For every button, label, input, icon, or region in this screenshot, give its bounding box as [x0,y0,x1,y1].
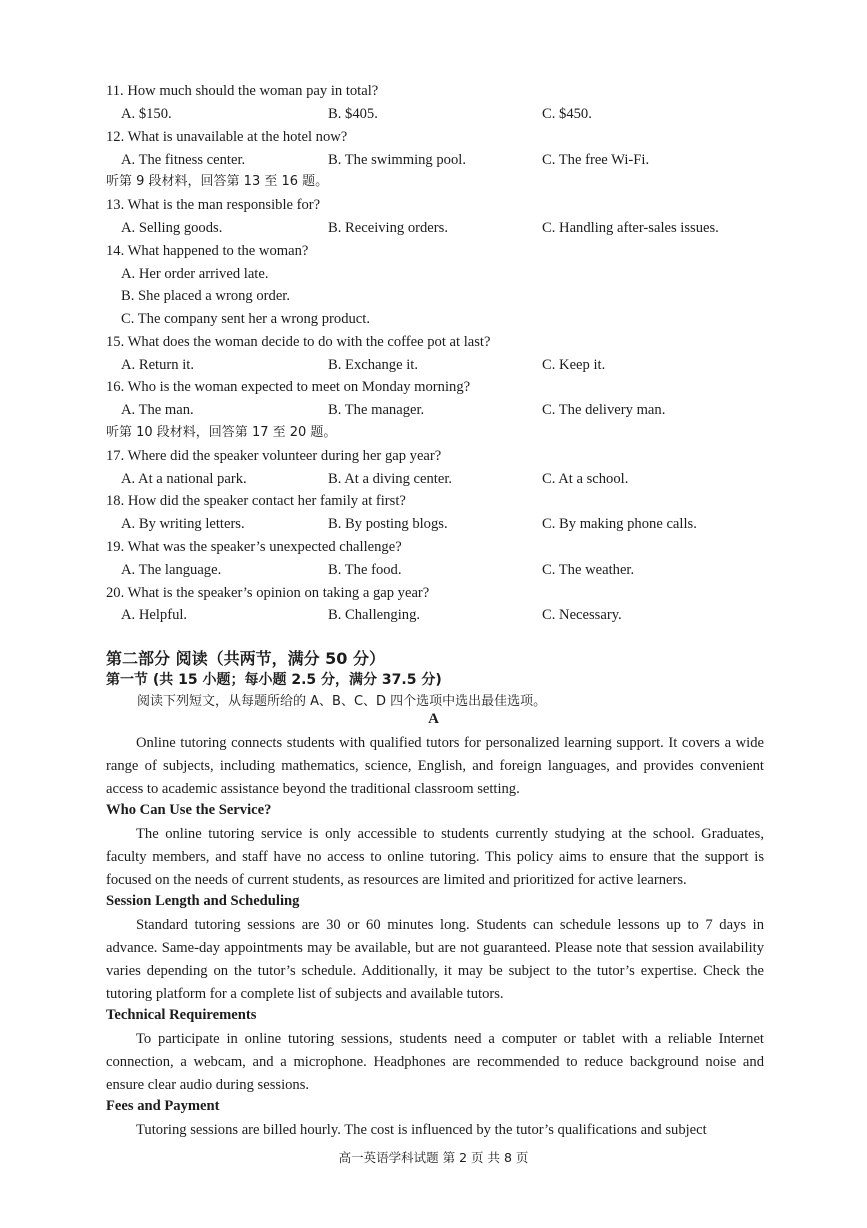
question-14-option-b: B. She placed a wrong order. [121,288,290,304]
question-15-option-a: A. Return it. [121,357,194,373]
question-18-option-b: B. By posting blogs. [328,516,448,532]
question-15-option-c: C. Keep it. [542,357,606,373]
question-12-stem: 12. What is unavailable at the hotel now? [106,129,348,145]
question-16-stem: 16. Who is the woman expected to meet on Monday morning? [106,379,471,395]
question-15-option-b: B. Exchange it. [328,357,418,373]
part2-section1-title: 第一节 (共 15 小题；每小题 2.5 分，满分 37.5 分) [106,672,442,688]
question-20-stem: 20. What is the speaker’s opinion on taking a gap year? [106,585,430,601]
question-13-option-a: A. Selling goods. [121,220,223,236]
question-19-option-c: C. The weather. [542,562,635,578]
question-17-option-a: A. At a national park. [121,471,247,487]
part2-instruction: 阅读下列短文，从每题所给的 A、B、C、D 四个选项中选出最佳选项。 [137,694,547,709]
passage-para-session: Standard tutoring sessions are 30 or 60 minutes long. Students can schedule lessons up to 7 days in advance. Same-day appointments may be available, but are not guaranteed. Please note that session availability varies depending on the tutor’s schedule. Additionally, it may be subject to the tutor’s expertise. Check the tutoring platform for a complete list of subjects and available tutors. [106,917,764,1002]
question-14-option-a: A. Her order arrived late. [121,266,269,282]
question-16-option-c: C. The delivery man. [542,402,666,418]
question-13-stem: 13. What is the man responsible for? [106,197,321,213]
question-12-option-a: A. The fitness center. [121,152,246,168]
question-17-option-c: C. At a school. [542,471,629,487]
passage-letter: A [428,711,439,727]
question-11-stem: 11. How much should the woman pay in total? [106,83,379,99]
question-17-option-b: B. At a diving center. [328,471,453,487]
question-18-option-a: A. By writing letters. [121,516,245,532]
question-16-option-b: B. The manager. [328,402,425,418]
passage-para-technical: To participate in online tutoring sessions, students need a computer or tablet with a reliable Internet connection, a webcam, and a microphone. Headphones are recommended to reduce background noise and ensure clear audio during sessions. [106,1031,764,1093]
question-20-option-a: A. Helpful. [121,607,188,623]
question-14-option-c: C. The company sent her a wrong product. [121,311,370,327]
question-17-stem: 17. Where did the speaker volunteer during her gap year? [106,448,442,464]
page-footer: 高一英语学科试题 第 2 页 共 8 页 [338,1150,529,1165]
question-12-option-c: C. The free Wi-Fi. [542,152,650,168]
passage-heading-technical: Technical Requirements [106,1007,257,1023]
passage-heading-who: Who Can Use the Service? [106,802,272,818]
passage-heading-fees: Fees and Payment [106,1098,220,1114]
question-19-stem: 19. What was the speaker’s unexpected challenge? [106,539,402,555]
question-15-stem: 15. What does the woman decide to do with the coffee pot at last? [106,334,491,350]
question-20-option-b: B. Challenging. [328,607,421,623]
part2-title: 第二部分 阅读（共两节，满分 50 分） [106,649,385,668]
question-18-stem: 18. How did the speaker contact her family at first? [106,493,406,509]
question-12-option-b: B. The swimming pool. [328,152,466,168]
listening-instruction-10: 听第 10 段材料，回答第 17 至 20 题。 [106,425,337,440]
question-11-option-a: A. $150. [121,106,172,122]
question-16-option-a: A. The man. [121,402,194,418]
question-20-option-c: C. Necessary. [542,607,622,623]
question-19-option-a: A. The language. [121,562,222,578]
question-13-option-c: C. Handling after-sales issues. [542,220,719,236]
question-13-option-b: B. Receiving orders. [328,220,448,236]
passage-intro: Online tutoring connects students with qualified tutors for personalized learning support. It covers a wide range of subjects, including mathematics, science, English, and foreign languages, and provides convenient access to academic assistance beyond the traditional classroom setting. [106,735,764,797]
question-18-option-c: C. By making phone calls. [542,516,697,532]
listening-instruction-9: 听第 9 段材料，回答第 13 至 16 题。 [106,174,329,189]
question-11-option-b: B. $405. [328,106,378,122]
question-14-stem: 14. What happened to the woman? [106,243,309,259]
passage-heading-session: Session Length and Scheduling [106,893,300,909]
passage-para-fees: Tutoring sessions are billed hourly. The cost is influenced by the tutor’s qualifications and subject [136,1122,707,1138]
question-11-option-c: C. $450. [542,106,592,122]
passage-para-who: The online tutoring service is only accessible to students currently studying at the school. Graduates, faculty members, and staff have no access to online tutoring. This policy aims to ensure that the support is focused on the needs of current students, as resources are limited and prioritized for active learners. [106,826,764,888]
question-19-option-b: B. The food. [328,562,402,578]
